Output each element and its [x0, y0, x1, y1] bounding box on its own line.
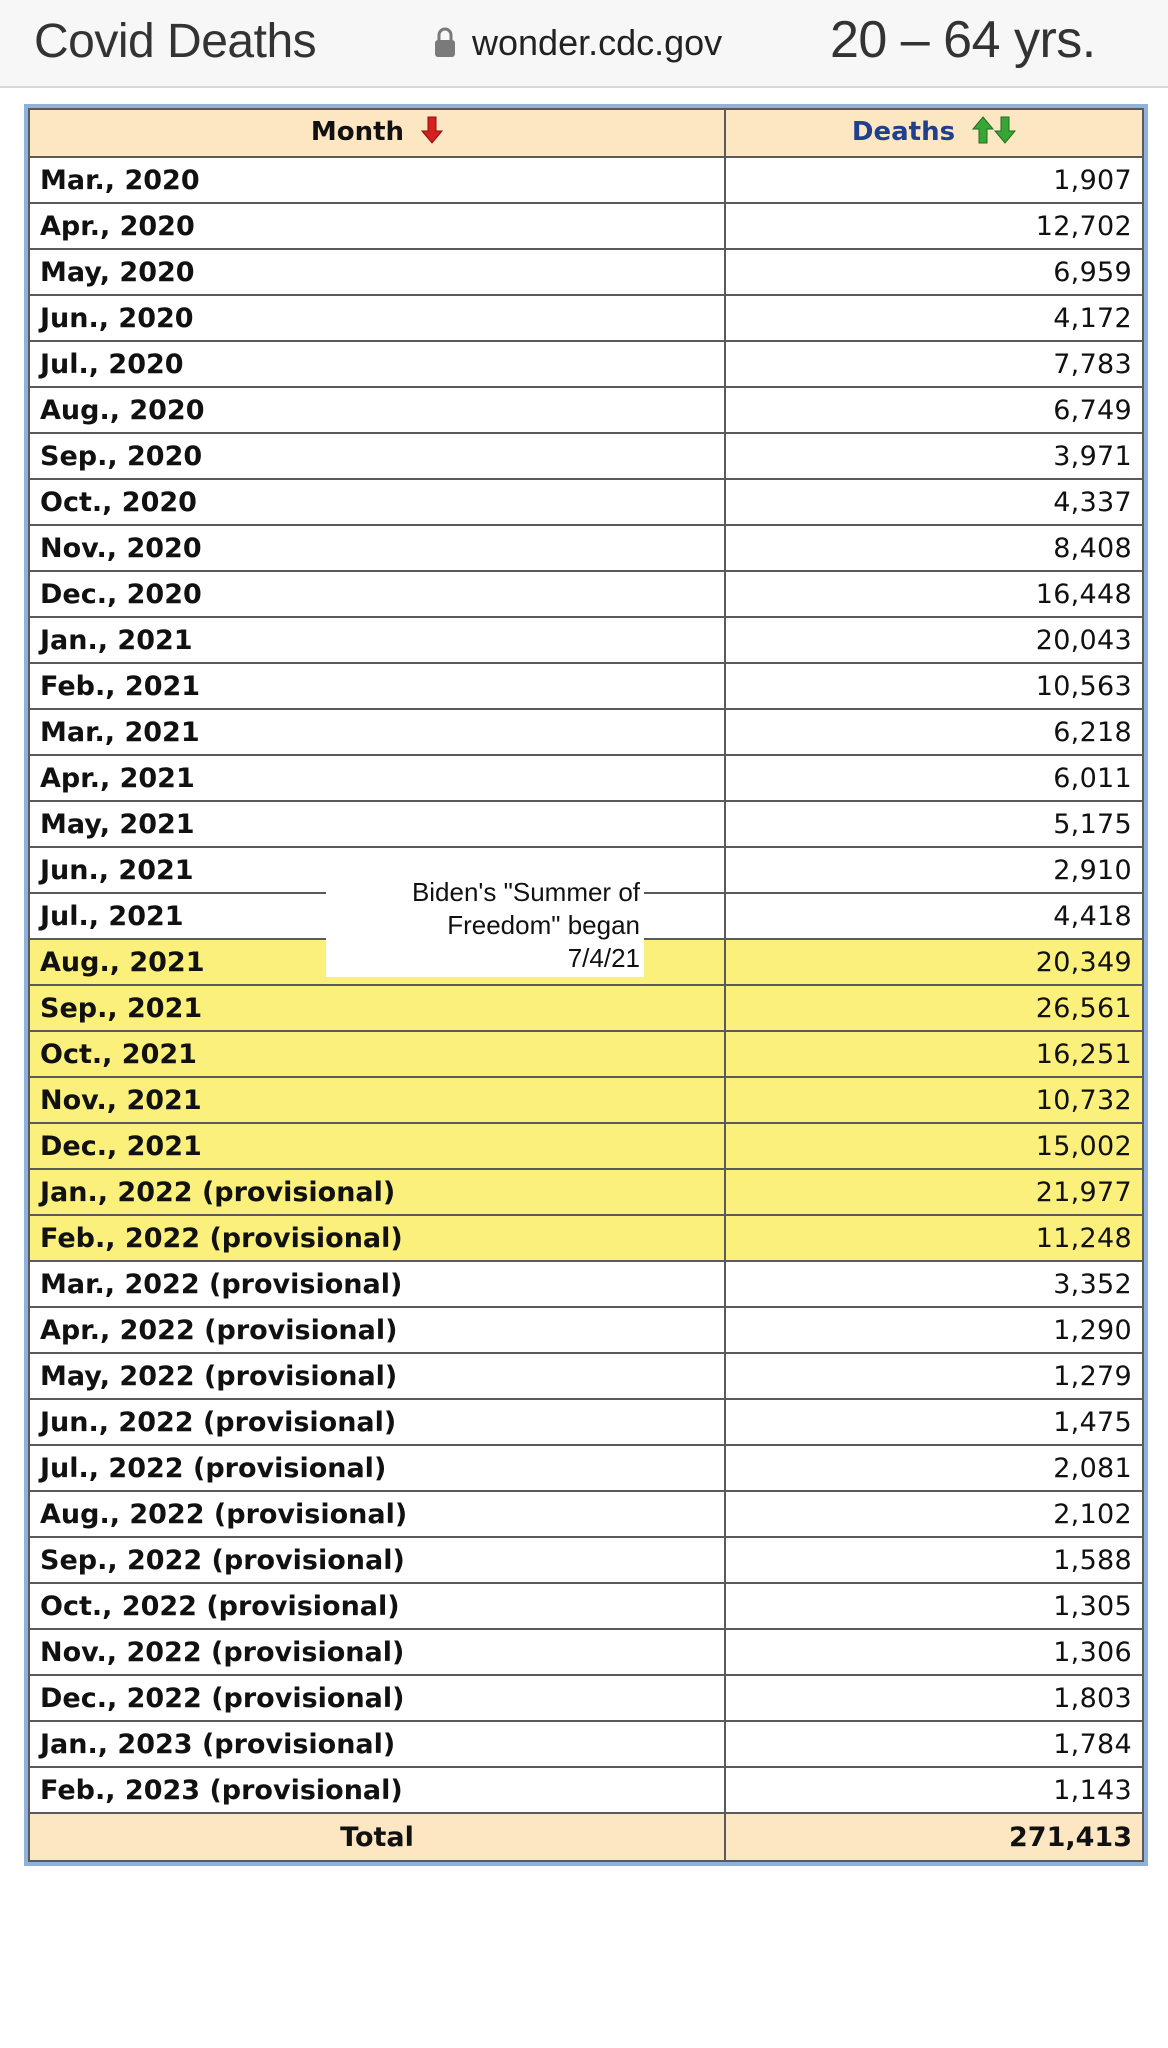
- browser-top-bar: [0, 0, 1168, 88]
- deaths-cell: 15,002: [725, 1123, 1143, 1169]
- deaths-cell: 3,971: [725, 433, 1143, 479]
- deaths-column-header[interactable]: [725, 109, 1143, 157]
- deaths-cell: 1,290: [725, 1307, 1143, 1353]
- deaths-cell: 1,784: [725, 1721, 1143, 1767]
- month-cell: Jul., 2020: [29, 341, 725, 387]
- month-cell: Jan., 2021: [29, 617, 725, 663]
- month-cell: Oct., 2020: [29, 479, 725, 525]
- table-row: [29, 617, 1143, 663]
- deaths-cell: 6,218: [725, 709, 1143, 755]
- deaths-cell: 20,043: [725, 617, 1143, 663]
- month-cell: Mar., 2022 (provisional): [29, 1261, 725, 1307]
- deaths-table-container: [24, 104, 1148, 1866]
- total-row: [29, 1813, 1143, 1861]
- deaths-cell: 2,081: [725, 1445, 1143, 1491]
- deaths-cell: 1,588: [725, 1537, 1143, 1583]
- month-cell: Sep., 2021: [29, 985, 725, 1031]
- deaths-cell: 8,408: [725, 525, 1143, 571]
- deaths-cell: 6,011: [725, 755, 1143, 801]
- month-cell: Aug., 2020: [29, 387, 725, 433]
- green-up-down-arrows-icon[interactable]: [972, 116, 1016, 151]
- month-cell: Apr., 2020: [29, 203, 725, 249]
- table-row: [29, 1031, 1143, 1077]
- deaths-cell: 1,475: [725, 1399, 1143, 1445]
- table-body: [29, 157, 1143, 1813]
- deaths-cell: 1,803: [725, 1675, 1143, 1721]
- table-row: [29, 663, 1143, 709]
- month-cell: Mar., 2020: [29, 157, 725, 203]
- annotation-line-3: 7/4/21: [567, 943, 640, 973]
- month-cell: Dec., 2021: [29, 1123, 725, 1169]
- deaths-cell: 16,251: [725, 1031, 1143, 1077]
- table-row: [29, 341, 1143, 387]
- deaths-cell: 5,175: [725, 801, 1143, 847]
- month-cell: May, 2020: [29, 249, 725, 295]
- month-cell: Jul., 2022 (provisional): [29, 1445, 725, 1491]
- table-row: [29, 985, 1143, 1031]
- table-row: [29, 295, 1143, 341]
- table-row: [29, 1629, 1143, 1675]
- deaths-cell: 3,352: [725, 1261, 1143, 1307]
- deaths-cell: 1,279: [725, 1353, 1143, 1399]
- month-cell: Jan., 2022 (provisional): [29, 1169, 725, 1215]
- total-label: Total: [29, 1813, 725, 1861]
- deaths-cell: 2,102: [725, 1491, 1143, 1537]
- table-row: [29, 1675, 1143, 1721]
- deaths-cell: 6,749: [725, 387, 1143, 433]
- month-cell: Oct., 2022 (provisional): [29, 1583, 725, 1629]
- table-row: [29, 1169, 1143, 1215]
- month-cell: Jul., 2021: [29, 893, 725, 939]
- month-cell: Nov., 2022 (provisional): [29, 1629, 725, 1675]
- deaths-cell: 4,418: [725, 893, 1143, 939]
- month-cell: Apr., 2021: [29, 755, 725, 801]
- deaths-cell: 21,977: [725, 1169, 1143, 1215]
- month-cell: May, 2022 (provisional): [29, 1353, 725, 1399]
- month-cell: May, 2021: [29, 801, 725, 847]
- deaths-cell: 11,248: [725, 1215, 1143, 1261]
- month-cell: Feb., 2022 (provisional): [29, 1215, 725, 1261]
- deaths-cell: 10,563: [725, 663, 1143, 709]
- deaths-cell: 1,907: [725, 157, 1143, 203]
- table-row: [29, 1215, 1143, 1261]
- table-row: [29, 1537, 1143, 1583]
- deaths-table: [28, 108, 1144, 1862]
- deaths-cell: 1,305: [725, 1583, 1143, 1629]
- month-cell: Dec., 2020: [29, 571, 725, 617]
- month-cell: Oct., 2021: [29, 1031, 725, 1077]
- table-row: [29, 1307, 1143, 1353]
- table-row: [29, 709, 1143, 755]
- table-row: [29, 203, 1143, 249]
- table-row: [29, 1445, 1143, 1491]
- month-cell: Jan., 2023 (provisional): [29, 1721, 725, 1767]
- table-row: [29, 1123, 1143, 1169]
- table-row: [29, 1077, 1143, 1123]
- month-cell: Dec., 2022 (provisional): [29, 1675, 725, 1721]
- url-text[interactable]: wonder.cdc.gov: [472, 22, 723, 63]
- page-title: Covid Deaths: [34, 15, 317, 68]
- table-row: [29, 387, 1143, 433]
- table-row: [29, 525, 1143, 571]
- month-cell: Nov., 2020: [29, 525, 725, 571]
- table-row: [29, 479, 1143, 525]
- deaths-cell: 26,561: [725, 985, 1143, 1031]
- deaths-cell: 1,306: [725, 1629, 1143, 1675]
- table-row: [29, 1353, 1143, 1399]
- table-row: [29, 1491, 1143, 1537]
- deaths-cell: 2,910: [725, 847, 1143, 893]
- deaths-cell: 7,783: [725, 341, 1143, 387]
- month-cell: Feb., 2021: [29, 663, 725, 709]
- month-cell: Sep., 2022 (provisional): [29, 1537, 725, 1583]
- month-cell: Feb., 2023 (provisional): [29, 1767, 725, 1813]
- table-row: [29, 1583, 1143, 1629]
- deaths-cell: 16,448: [725, 571, 1143, 617]
- table-row: [29, 801, 1143, 847]
- deaths-cell: 10,732: [725, 1077, 1143, 1123]
- deaths-cell: 4,172: [725, 295, 1143, 341]
- total-value: 271,413: [725, 1813, 1143, 1861]
- table-header-row: [29, 109, 1143, 157]
- annotation-line-2: Freedom" began: [447, 910, 640, 940]
- month-cell: Jun., 2022 (provisional): [29, 1399, 725, 1445]
- table-row: [29, 249, 1143, 295]
- month-cell: Mar., 2021: [29, 709, 725, 755]
- annotation-line-1: Biden's "Summer of: [411, 877, 640, 907]
- table-row: [29, 1399, 1143, 1445]
- table-row: [29, 157, 1143, 203]
- month-cell: Jun., 2020: [29, 295, 725, 341]
- month-header-label: Month: [310, 116, 405, 147]
- month-cell: Sep., 2020: [29, 433, 725, 479]
- deaths-cell: 12,702: [725, 203, 1143, 249]
- table-row: [29, 1721, 1143, 1767]
- table-row: [29, 1261, 1143, 1307]
- summer-of-freedom-annotation: [326, 874, 644, 977]
- month-column-header[interactable]: [29, 109, 725, 157]
- deaths-cell: 20,349: [725, 939, 1143, 985]
- month-cell: Aug., 2022 (provisional): [29, 1491, 725, 1537]
- red-down-arrow-icon[interactable]: [421, 116, 443, 151]
- lock-icon: [434, 26, 456, 60]
- address-bar[interactable]: [434, 22, 722, 64]
- month-cell: Nov., 2021: [29, 1077, 725, 1123]
- table-row: [29, 755, 1143, 801]
- deaths-cell: 1,143: [725, 1767, 1143, 1813]
- deaths-header-label: Deaths: [851, 116, 956, 147]
- age-range-label: 20 – 64 yrs.: [830, 11, 1096, 69]
- table-row: [29, 1767, 1143, 1813]
- deaths-cell: 4,337: [725, 479, 1143, 525]
- deaths-cell: 6,959: [725, 249, 1143, 295]
- table-row: [29, 571, 1143, 617]
- month-cell: Apr., 2022 (provisional): [29, 1307, 725, 1353]
- table-row: [29, 433, 1143, 479]
- month-cell: Aug., 2021: [29, 939, 725, 985]
- month-cell: Jun., 2021: [29, 847, 725, 893]
